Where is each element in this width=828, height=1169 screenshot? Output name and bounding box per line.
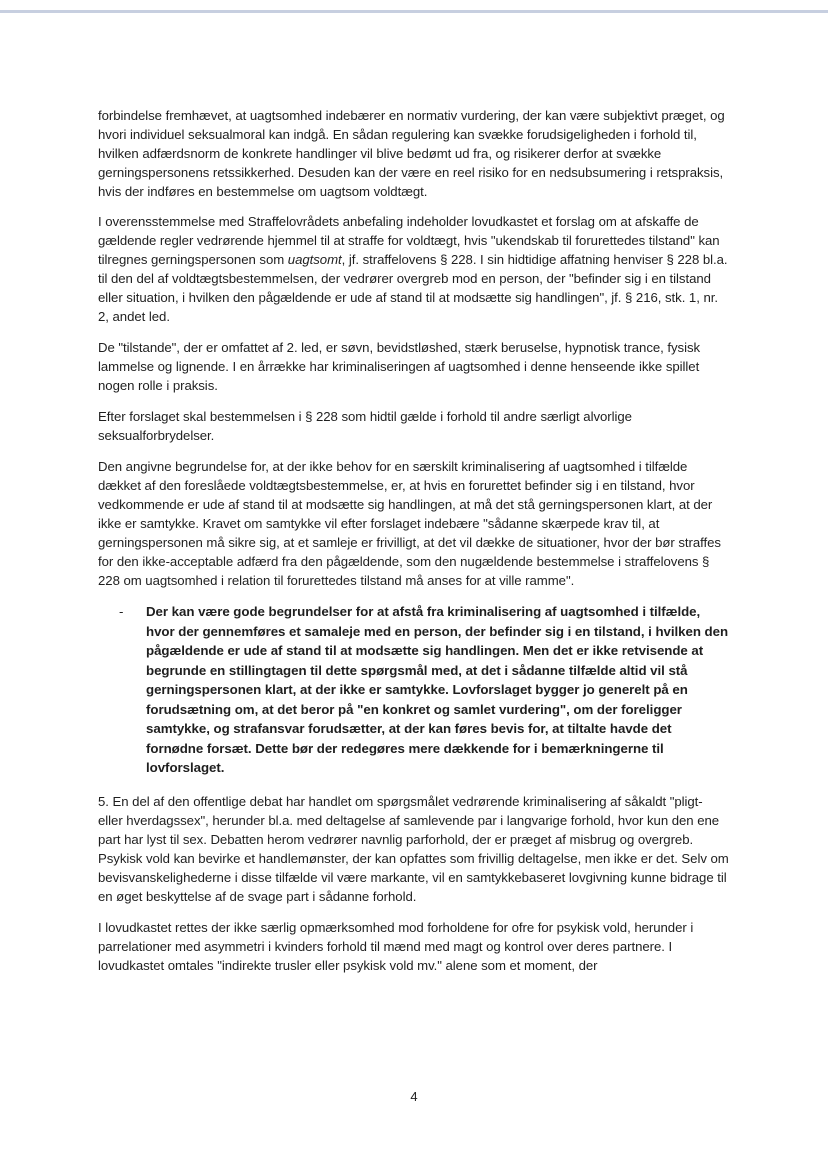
paragraph-3: De "tilstande", der er omfattet af 2. led, er søvn, bevidstløshed, stærk beruselse, hypnotisk trance, fysisk lammelse og lignende. I en årrække har kriminaliseringen af uagtsomhed i denne henseende ikke spillet nogen rolle i praksis. <box>98 340 701 393</box>
paragraph-5: Den angivne begrundelse for, at der ikke behov for en særskilt kriminalisering af uagtsomhed i tilfælde dækket af den foreslåede voldtægtsbestemmelse, er, at hvis en forurettet befinder sig i en tilstand, hvor vedkommende er ude af stand til at modsætte sig handlingen, at må det stå gerningspersonen klart, at der ikke er samtykke. Kravet om samtykke vil efter forslaget indebære "sådanne skærpede krav til, at gerningspersonen må sikre sig, at et samleje er frivilligt, at det vil dække de situationer, hvor der bør straffes for den ikke-acceptable adfærd fra den pågældende, som den nugældende bestemmelse i straffelovens § 228 om uagtsomhed i relation til forurettedes tilstand må anses for at ville ramme". <box>98 459 721 588</box>
paragraph-6: 5. En del af den offentlige debat har handlet om spørgsmålet vedrørende kriminalisering af såkaldt "pligt- eller hverdagssex", herunder bl.a. med deltagelse af samlevende par i langvarige forhold, hvor kun den ene part har lyst til sex. Debatten herom vedrører navnlig parforhold, der er præget af misbrug og overgreb. Psykisk vold kan bevirke et handlemønster, der kan opfattes som frivillig deltagelse, men ikke er det. Selv om bevisvanskelighederne i disse tilfælde vil være markante, vil en samtykkebaseret lovgivning kunne bidrage til en øget beskyttelse af de svage part i sådanne forhold. <box>98 793 729 904</box>
paragraph-2-text-a: I overensstemmelse med Straffelovrådets anbefaling indeholder lovudkastet et forslag om at afskaffe de gældende regler vedrørende hjemmel til at straffe for voldtægt, hvis "ukendskab til forurettedes tilstand" kan tilregnes gerningspersonen som <box>98 214 720 267</box>
bullet-text: Der kan være gode begrundelser for at afstå fra kriminalisering af uagtsomhed i tilfælde, hvor der gennemføres et samaleje med en person, der befinder sig i en tilstand, i hvilken den pågældende er ude af stand til at modsætte sig handlingen. Men det er ikke retvisende at begrunde en stillingtagen til dette spørgsmål med, at det i sådanne tilfælde altid vil stå gerningspersonen klart, at der ikke er samtykke. Lovforslaget bygger jo generelt på en forudsætning om, at det beror på "en konkret og samlet vurdering", om der foreligger samtykke, og strafansvar forudsætter, at der kan føres bevis for, at tiltalte havde det fornødne forsæt. Dette bør der redegøres mere dækkende for i bemærkningerne til lovforslaget. <box>146 604 729 775</box>
paragraph-2-italic: uagtsomt <box>287 252 342 267</box>
bullet-dash: - <box>119 604 124 619</box>
paragraph-4: Efter forslaget skal bestemmelsen i § 228 som hidtil gælde i forhold til andre særligt alvorlige seksualforbrydelser. <box>98 409 632 443</box>
page-number: 4 <box>410 1089 418 1104</box>
paragraph-1: forbindelse fremhævet, at uagtsomhed indebærer en normativ vurdering, der kan være subjektivt præget, og hvori individuel seksualmoral kan indgå. En sådan regulering kan svække forudsigeligheden i forhold til, hvilken adfærdsnorm de konkrete handlinger vil blive bedømt ud fra, og risikerer derfor at svække gerningspersonens retssikkerhed. Desuden kan der være en reel risiko for en nedsubsumering i retspraksis, hvis der indføres en bestemmelse om uagtsom voldtægt. <box>98 108 725 199</box>
paragraph-2-text-b: , jf. straffelovens § 228. I sin hidtidige affatning henviser § 228 bl.a. til den del af voldtægtsbestemmelsen, der vedrører overgreb mod en person, der "befinder sig i en tilstand eller situation, i hvilken den pågældende er ude af stand til at modsætte sig handlingen", jf. § 216, stk. 1, nr. 2, andet led. <box>98 252 728 324</box>
paragraph-7: I lovudkastet rettes der ikke særlig opmærksomhed mod forholdene for ofre for psykisk vold, herunder i parrelationer med asymmetri i kvinders forhold til mænd med magt og kontrol over deres partnere. I lovudkastet omtales "indirekte trusler eller psykisk vold mv." alene som et moment, der <box>98 919 694 973</box>
paragraph-2 <box>98 212 730 326</box>
document-body <box>98 106 730 987</box>
top-border-rule <box>0 10 828 13</box>
bullet-point <box>98 602 730 778</box>
